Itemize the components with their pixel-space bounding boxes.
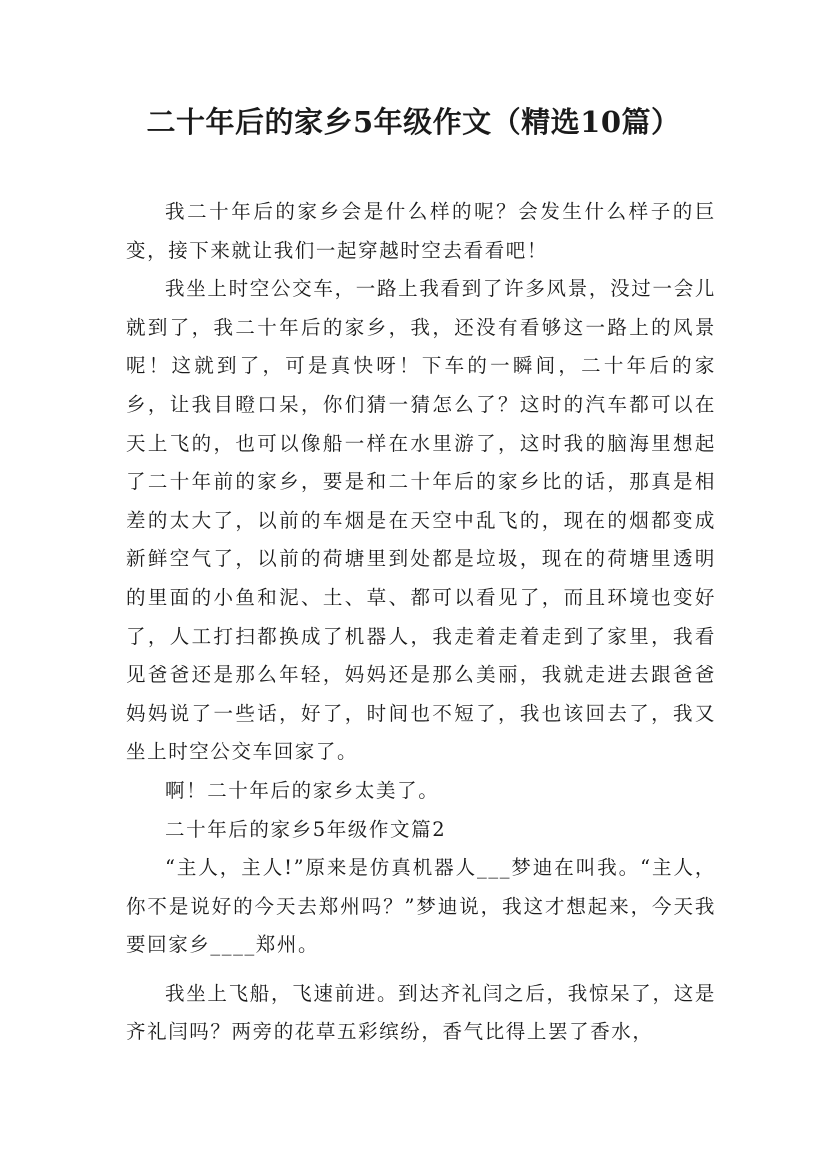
paragraph-robot: “主人，主人!”原来是仿真机器人___梦迪在叫我。“主人，你不是说好的今天去郑州吗？”梦迪说，我这才想起来，今天我要回家乡____郑州。 — [126, 856, 716, 957]
paragraph-spaceship: 我坐上飞船，飞速前进。到达齐礼闫之后，我惊呆了，这是齐礼闫吗？两旁的花草五彩缤纷，香气比得上罢了香水， — [126, 981, 716, 1044]
paragraph-intro: 我二十年后的家乡会是什么样的呢？会发生什么样子的巨变，接下来就让我们一起穿越时空去看看吧！ — [126, 200, 716, 262]
paragraph-journey: 我坐上时空公交车，一路上我看到了许多风景，没过一会儿就到了，我二十年后的家乡，我，还没有看够这一路上的风景呢！这就到了，可是真快呀！下车的一瞬间，二十年后的家乡，让我目瞪口呆，你们猜一猜怎么了？这时的汽车都可以在天上飞的，也可以像船一样在水里游了，这时我的脑海里想起了二十年前的家乡，要是和二十年后的家乡比的话，那真是相差的太大了，以前的车烟是在天空中乱飞的，现在的烟都变成新鲜空气了，以前的荷塘里到处都是垃圾，现在的荷塘里透明的里面的小鱼和泥、土、草、都可以看见了，而且环境也变好了，人工打扫都换成了机器人，我走着走着走到了家里，我看见爸爸还是那么年轻，妈妈还是那么美丽，我就走进去跟爸爸妈妈说了一些话，好了，时间也不短了，我也该回去了，我又坐上时空公交车回家了。 — [126, 277, 716, 764]
document-title: 二十年后的家乡5年级作文（精选10篇） — [146, 105, 681, 139]
paragraph-exclamation: 啊！二十年后的家乡太美了。 — [165, 778, 440, 802]
document-body — [126, 193, 716, 1052]
section-heading: 二十年后的家乡5年级作文篇2 — [165, 817, 447, 841]
